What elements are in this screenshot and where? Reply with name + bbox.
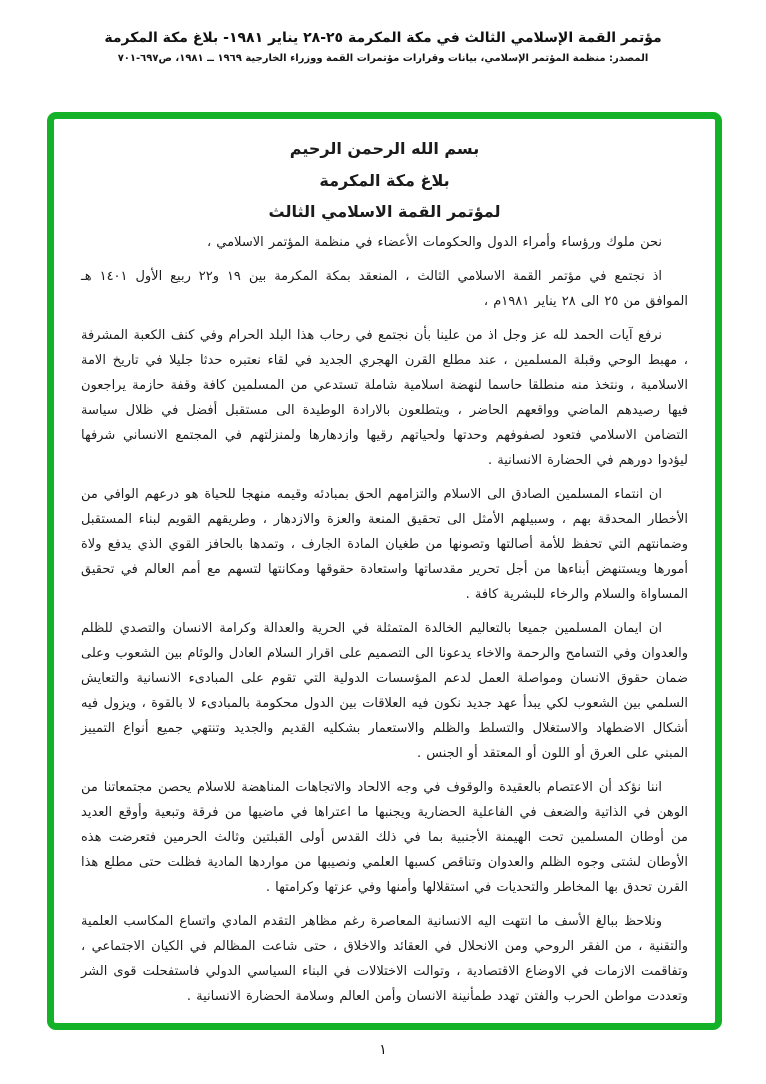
- body-paragraph: ونلاحظ ببالغ الأسف ما انتهت اليه الانسانية المعاصرة رغم مظاهر التقدم المادي واتساع المكاسب العلمية والتقنية ، من الفقر الروحي ومن الانحلال في العقائد والاخلاق ، حتى شاعت المظالم في الكيان الاجتماعي ، وتفاقمت الازمات في الاوضاع الاقتصادية ، وتوالت الاختلالات في البناء السياسي الدولي فاستفحلت قوى الشر وتعددت مواطن الحرب والفتن تهدد طمأنينة الانسان وأمن العالم وسلامة الحضارة الانسانية .: [81, 914, 688, 1004]
- communique-body: [81, 230, 688, 1009]
- document-header-source: المصدر: منظمة المؤتمر الإسلامي، بيانات وقرارات مؤتمرات القمة ووزراء الخارجية ١٩٦٩ ــ ١٩٨١، ص٦٩٧-٧٠١: [117, 53, 649, 64]
- body-paragraph: نرفع آيات الحمد لله عز وجل اذ من علينا بأن نجتمع في رحاب هذا البلد الحرام وفي كنف الكعبة المشرفة ، مهبط الوحي وقبلة المسلمين ، عند مطلع القرن الهجري الجديد في لقاء نعتبره حدثا جليلا في تاريخ الامة الاسلامية ، ونتخذ منه منطلقا حاسما لنهضة اسلامية شاملة تستدعي من المسلمين كافة وقفة حازمة يراجعون فيها رصيدهم الماضي وواقعهم الحاضر ، ويتطلعون بالارادة الوطيدة الى مستقبل أفضل في ظلال سياسة التضامن الاسلامي فتعود لصفوفهم وحدتها ولحياتهم رقيها وازدهارها ولمنزلتهم في المجتمع الانساني شرفها ليؤدوا دورهم في الحضارة الانسانية .: [81, 328, 688, 468]
- page-number: ١: [379, 1042, 387, 1058]
- body-paragraph: اذ نجتمع في مؤتمر القمة الاسلامي الثالث ، المنعقد بمكة المكرمة بين ١٩ و٢٢ ربيع الأول ١٤٠١ هـ الموافق من ٢٥ الى ٢٨ يناير ١٩٨١م ،: [81, 269, 688, 309]
- document-header-title: مؤتمر القمة الإسلامي الثالث في مكة المكرمة ٢٥-٢٨ يناير ١٩٨١- بلاغ مكة المكرمة: [104, 30, 662, 46]
- page-header: [0, 30, 766, 64]
- communique-subtitle: لمؤتمر القمة الاسلامي الثالث: [268, 202, 501, 221]
- communique-title: بلاغ مكة المكرمة: [319, 171, 450, 190]
- body-paragraph: ان ايمان المسلمين جميعا بالتعاليم الخالدة المتمثلة في الحرية والعدالة وكرامة الانسان والتصدي للظلم والعدوان وفي التسامح والرحمة والاخاء يدعونا الى التصميم على اقرار السلام العادل والوئام بين الشعوب وعلى ضمان حقوق الانسان ومواصلة العمل لدعم المؤسسات الدولية التي تقوم على المبادىء الانسانية والتعايش السلمي بين الشعوب لكي يبدأ عهد جديد نكون فيه العلاقات بين الدول محكومة بالمبادىء لا بالقوة ، ويزول فيه أشكال الاضطهاد والاستغلال والتسلط والظلم والاستعمار بشكليه القديم والجديد وتنتهي جميع أنواع التمييز المبني على العرق أو اللون أو المعتقد أو الجنس .: [81, 621, 688, 761]
- body-paragraph: ان انتماء المسلمين الصادق الى الاسلام والتزامهم الحق بمبادئه وقيمه منهجا للحياة هو درعهم الوافي من الأخطار المحدقة بهم ، وسبيلهم الأمثل الى تحقيق المنعة والعزة والازدهار ، وطريقهم القويم لبناء المستقبل وضمانتهم التي تحفظ للأمة أصالتها وتصونها من طغيان المادة الجارف ، وتمدها بالحافز القوي الذي يدفع ولاة أمورها ويستنهض أبناءها من أجل تحرير مقدساتها واستعادة حقوقها ومكانتها لتسهم مع أمم العالم في تحقيق المساواة والسلام والرخاء للبشرية كافة .: [81, 487, 688, 602]
- communique-green-frame: [47, 112, 722, 1030]
- basmala-heading: بسم الله الرحمن الرحيم: [289, 139, 480, 158]
- body-paragraph: نحن ملوك ورؤساء وأمراء الدول والحكومات الأعضاء في منظمة المؤتمر الاسلامي ،: [206, 235, 662, 250]
- body-paragraph: اننا نؤكد أن الاعتصام بالعقيدة والوقوف في وجه الالحاد والاتجاهات المناهضة للاسلام يحصن مجتمعاتنا من الوهن في الذاتية والضعف في الفاعلية الحضارية ويجنبها ما اعتراها في ماضيها من فرقة وتبعية وأوقع العديد من أوطان المسلمين تحت الهيمنة الأجنبية بما في ذلك القدس أولى القبلتين وثالث الحرمين فتعرضت هذه الأوطان لشتى وجوه الظلم والعدوان وتناقص كسبها العلمي ونصيبها من مواردها المادية فظلت حتى مطلع هذا القرن تحدق بها المخاطر والتحديات في استقلالها وأمنها وفي عزتها وكرامتها .: [81, 780, 688, 895]
